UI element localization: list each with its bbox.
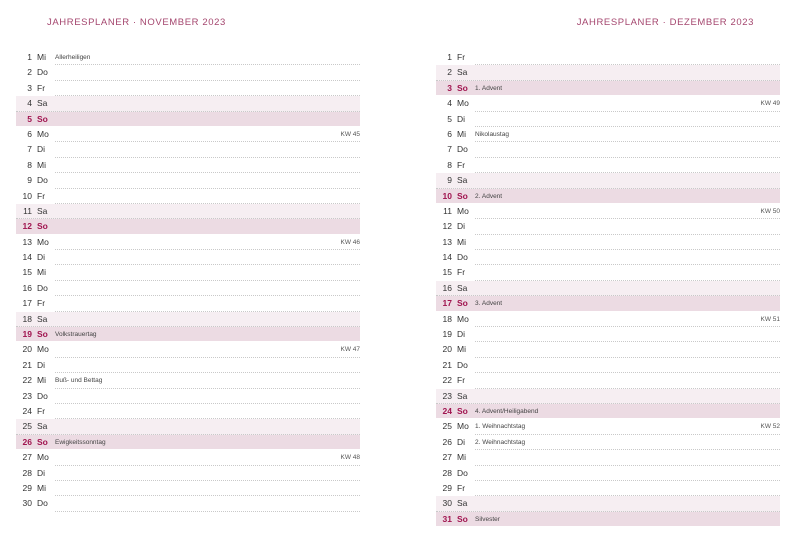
day-number: 10 — [22, 190, 32, 201]
day-row — [436, 312, 780, 327]
day-row — [436, 466, 780, 481]
day-number: 28 — [22, 467, 32, 478]
day-number: 24 — [22, 405, 32, 416]
weekday-label: Mi — [37, 267, 46, 278]
weekday-label: Do — [457, 144, 468, 155]
day-number: 6 — [447, 128, 452, 139]
holiday-label: 3. Advent — [475, 300, 503, 308]
day-row — [436, 50, 780, 65]
day-row — [436, 296, 780, 311]
weekday-label: Mo — [457, 205, 469, 216]
calendar-week-label: KW 45 — [340, 130, 360, 138]
day-row — [16, 65, 360, 80]
holiday-label: 4. Advent/Heiligabend — [475, 407, 539, 415]
day-number: 13 — [442, 236, 452, 247]
calendar-week-label: KW 52 — [760, 423, 780, 431]
weekday-label: So — [457, 513, 468, 524]
day-number: 6 — [27, 128, 32, 139]
day-number: 13 — [22, 236, 32, 247]
weekday-label: Mi — [457, 452, 466, 463]
day-row — [436, 250, 780, 265]
day-row — [16, 50, 360, 65]
day-row — [436, 96, 780, 111]
weekday-label: Fr — [37, 405, 46, 416]
day-row — [436, 219, 780, 234]
holiday-label: Buß- und Bettag — [55, 377, 103, 385]
weekday-label: Sa — [457, 498, 468, 509]
day-number: 16 — [442, 282, 452, 293]
weekday-label: Mi — [457, 128, 466, 139]
day-number: 14 — [442, 252, 452, 263]
day-number: 8 — [447, 159, 452, 170]
day-number: 5 — [447, 113, 452, 124]
day-row — [16, 419, 360, 434]
day-number: 1 — [447, 52, 452, 62]
day-row — [16, 219, 360, 234]
day-row — [436, 189, 780, 204]
day-number: 11 — [23, 205, 32, 216]
weekday-label: Di — [457, 221, 466, 232]
weekday-label: Sa — [457, 175, 468, 186]
weekday-label: Mo — [37, 128, 49, 139]
weekday-label: Fr — [457, 267, 466, 278]
weekday-label: Sa — [457, 282, 468, 293]
weekday-label: Do — [37, 282, 48, 293]
month-december-list — [436, 50, 780, 527]
weekday-label: Mo — [457, 421, 469, 432]
day-number: 26 — [442, 436, 452, 447]
weekday-label: Mi — [37, 52, 46, 62]
day-number: 21 — [22, 359, 32, 370]
day-row — [436, 265, 780, 280]
day-row — [436, 450, 780, 465]
day-row — [16, 127, 360, 142]
day-row — [436, 204, 780, 219]
day-row — [16, 312, 360, 327]
day-number: 2 — [27, 67, 32, 78]
day-number: 28 — [442, 467, 452, 478]
day-row — [436, 373, 780, 388]
weekday-label: Do — [457, 467, 468, 478]
day-number: 8 — [27, 159, 32, 170]
weekday-label: Mo — [37, 452, 49, 463]
day-row — [436, 235, 780, 250]
day-number: 19 — [442, 329, 452, 340]
day-row — [436, 389, 780, 404]
weekday-label: Mi — [37, 159, 46, 170]
weekday-label: So — [37, 329, 48, 340]
weekday-label: Di — [37, 359, 46, 370]
weekday-label: Mi — [37, 482, 46, 493]
weekday-label: Fr — [37, 82, 46, 93]
day-number: 14 — [22, 252, 32, 263]
day-number: 26 — [22, 436, 32, 447]
day-row — [16, 466, 360, 481]
holiday-label: Silvester — [475, 515, 500, 523]
day-row — [16, 189, 360, 204]
holiday-label: 1. Weihnachtstag — [475, 423, 526, 431]
holiday-label: Volkstrauertag — [55, 331, 97, 339]
weekday-label: Sa — [457, 390, 468, 401]
day-row — [16, 142, 360, 157]
weekday-label: Mo — [457, 313, 469, 324]
day-row — [436, 404, 780, 419]
weekday-label: Mo — [457, 98, 469, 109]
weekday-label: Fr — [37, 298, 46, 309]
day-row — [16, 404, 360, 419]
day-row — [436, 127, 780, 142]
day-number: 10 — [442, 190, 452, 201]
weekday-label: Di — [457, 113, 466, 124]
day-number: 27 — [22, 452, 32, 463]
weekday-label: Di — [457, 436, 466, 447]
day-row — [16, 389, 360, 404]
weekday-label: So — [457, 190, 468, 201]
day-number: 30 — [442, 498, 452, 509]
day-number: 22 — [442, 375, 452, 386]
day-row — [16, 158, 360, 173]
day-row — [436, 342, 780, 357]
holiday-label: Nikolaustag — [475, 130, 509, 138]
weekday-label: Di — [37, 144, 46, 155]
day-number: 5 — [27, 113, 32, 124]
day-number: 17 — [22, 298, 32, 309]
day-row — [16, 327, 360, 342]
day-number: 3 — [27, 82, 32, 93]
calendar-week-label: KW 47 — [340, 346, 360, 354]
calendar-week-label: KW 46 — [340, 238, 360, 246]
day-number: 31 — [442, 513, 452, 524]
day-number: 15 — [22, 267, 32, 278]
day-number: 22 — [22, 375, 32, 386]
day-number: 21 — [442, 359, 452, 370]
day-row — [436, 142, 780, 157]
day-number: 19 — [22, 329, 32, 340]
day-row — [436, 281, 780, 296]
day-row — [16, 173, 360, 188]
weekday-label: Di — [37, 467, 46, 478]
day-row — [16, 450, 360, 465]
weekday-label: Di — [457, 329, 466, 340]
weekday-label: Do — [457, 359, 468, 370]
day-row — [16, 358, 360, 373]
day-row — [16, 481, 360, 496]
weekday-label: Sa — [37, 98, 48, 109]
weekday-label: Do — [37, 67, 48, 78]
day-number: 18 — [442, 313, 452, 324]
weekday-label: Mo — [37, 236, 49, 247]
day-row — [436, 81, 780, 96]
weekday-label: Mi — [457, 236, 466, 247]
day-row — [436, 65, 780, 80]
weekday-label: So — [37, 113, 48, 124]
day-number: 9 — [27, 175, 32, 186]
day-number: 4 — [447, 98, 452, 109]
weekday-label: So — [37, 221, 48, 232]
day-row — [16, 112, 360, 127]
holiday-label: Allerheiligen — [55, 54, 91, 61]
weekday-label: Mi — [457, 344, 466, 355]
weekday-label: Sa — [37, 205, 48, 216]
day-number: 16 — [22, 282, 32, 293]
weekday-label: Sa — [37, 313, 48, 324]
weekday-label: Do — [37, 175, 48, 186]
day-number: 7 — [447, 144, 452, 155]
day-number: 29 — [22, 482, 32, 493]
month-november-list — [16, 50, 360, 512]
day-row — [436, 496, 780, 511]
calendar-week-label: KW 49 — [760, 100, 780, 108]
day-number: 24 — [442, 405, 452, 416]
day-row — [16, 373, 360, 388]
day-number: 27 — [442, 452, 452, 463]
day-number: 20 — [22, 344, 32, 355]
day-number: 9 — [447, 175, 452, 186]
day-number: 25 — [442, 421, 452, 432]
holiday-label: 2. Advent — [475, 192, 503, 200]
day-row — [16, 96, 360, 111]
calendar-week-label: KW 50 — [760, 207, 780, 215]
weekday-label: So — [457, 298, 468, 309]
day-row — [436, 158, 780, 173]
day-number: 3 — [447, 82, 452, 93]
weekday-label: Fr — [457, 482, 466, 493]
day-number: 15 — [442, 267, 452, 278]
day-row — [16, 296, 360, 311]
weekday-label: Mo — [37, 344, 49, 355]
page-title-december: JAHRESPLANER · DEZEMBER 2023 — [576, 17, 754, 28]
day-row — [16, 342, 360, 357]
day-number: 20 — [442, 344, 452, 355]
day-number: 12 — [22, 221, 32, 232]
day-number: 2 — [447, 67, 452, 78]
weekday-label: Do — [37, 498, 48, 509]
weekday-label: So — [457, 405, 468, 416]
holiday-label: Ewigkeitssonntag — [55, 438, 106, 446]
page-title-november: JAHRESPLANER · NOVEMBER 2023 — [47, 17, 226, 28]
day-row — [436, 173, 780, 188]
holiday-label: 2. Weihnachtstag — [475, 438, 526, 446]
weekday-label: Mi — [37, 375, 46, 386]
day-row — [16, 281, 360, 296]
day-row — [436, 435, 780, 450]
day-number: 1 — [27, 52, 32, 62]
day-number: 17 — [442, 298, 452, 309]
day-row — [16, 81, 360, 96]
day-row — [436, 327, 780, 342]
weekday-label: Fr — [457, 375, 466, 386]
day-row — [16, 496, 360, 511]
day-number: 4 — [27, 98, 32, 109]
day-number: 11 — [443, 205, 452, 216]
day-row — [16, 250, 360, 265]
day-number: 12 — [442, 221, 452, 232]
day-row — [436, 112, 780, 127]
weekday-label: Do — [37, 390, 48, 401]
day-row — [436, 419, 780, 434]
weekday-label: So — [457, 82, 468, 93]
day-number: 30 — [22, 498, 32, 509]
weekday-label: Fr — [37, 190, 46, 201]
day-number: 23 — [22, 390, 32, 401]
calendar-week-label: KW 51 — [760, 315, 780, 323]
day-number: 7 — [27, 144, 32, 155]
weekday-label: Di — [37, 252, 46, 263]
day-row — [16, 265, 360, 280]
day-number: 23 — [442, 390, 452, 401]
day-row — [16, 435, 360, 450]
weekday-label: Sa — [37, 421, 48, 432]
holiday-label: 1. Advent — [475, 84, 503, 92]
weekday-label: Fr — [457, 159, 466, 170]
day-row — [436, 481, 780, 496]
weekday-label: Do — [457, 252, 468, 263]
weekday-label: Sa — [457, 67, 468, 78]
day-number: 29 — [442, 482, 452, 493]
calendar-week-label: KW 48 — [340, 454, 360, 462]
day-number: 18 — [22, 313, 32, 324]
day-row — [16, 204, 360, 219]
day-row — [16, 235, 360, 250]
day-number: 25 — [22, 421, 32, 432]
day-row — [436, 358, 780, 373]
weekday-label: Fr — [457, 52, 466, 62]
weekday-label: So — [37, 436, 48, 447]
day-row — [436, 512, 780, 527]
